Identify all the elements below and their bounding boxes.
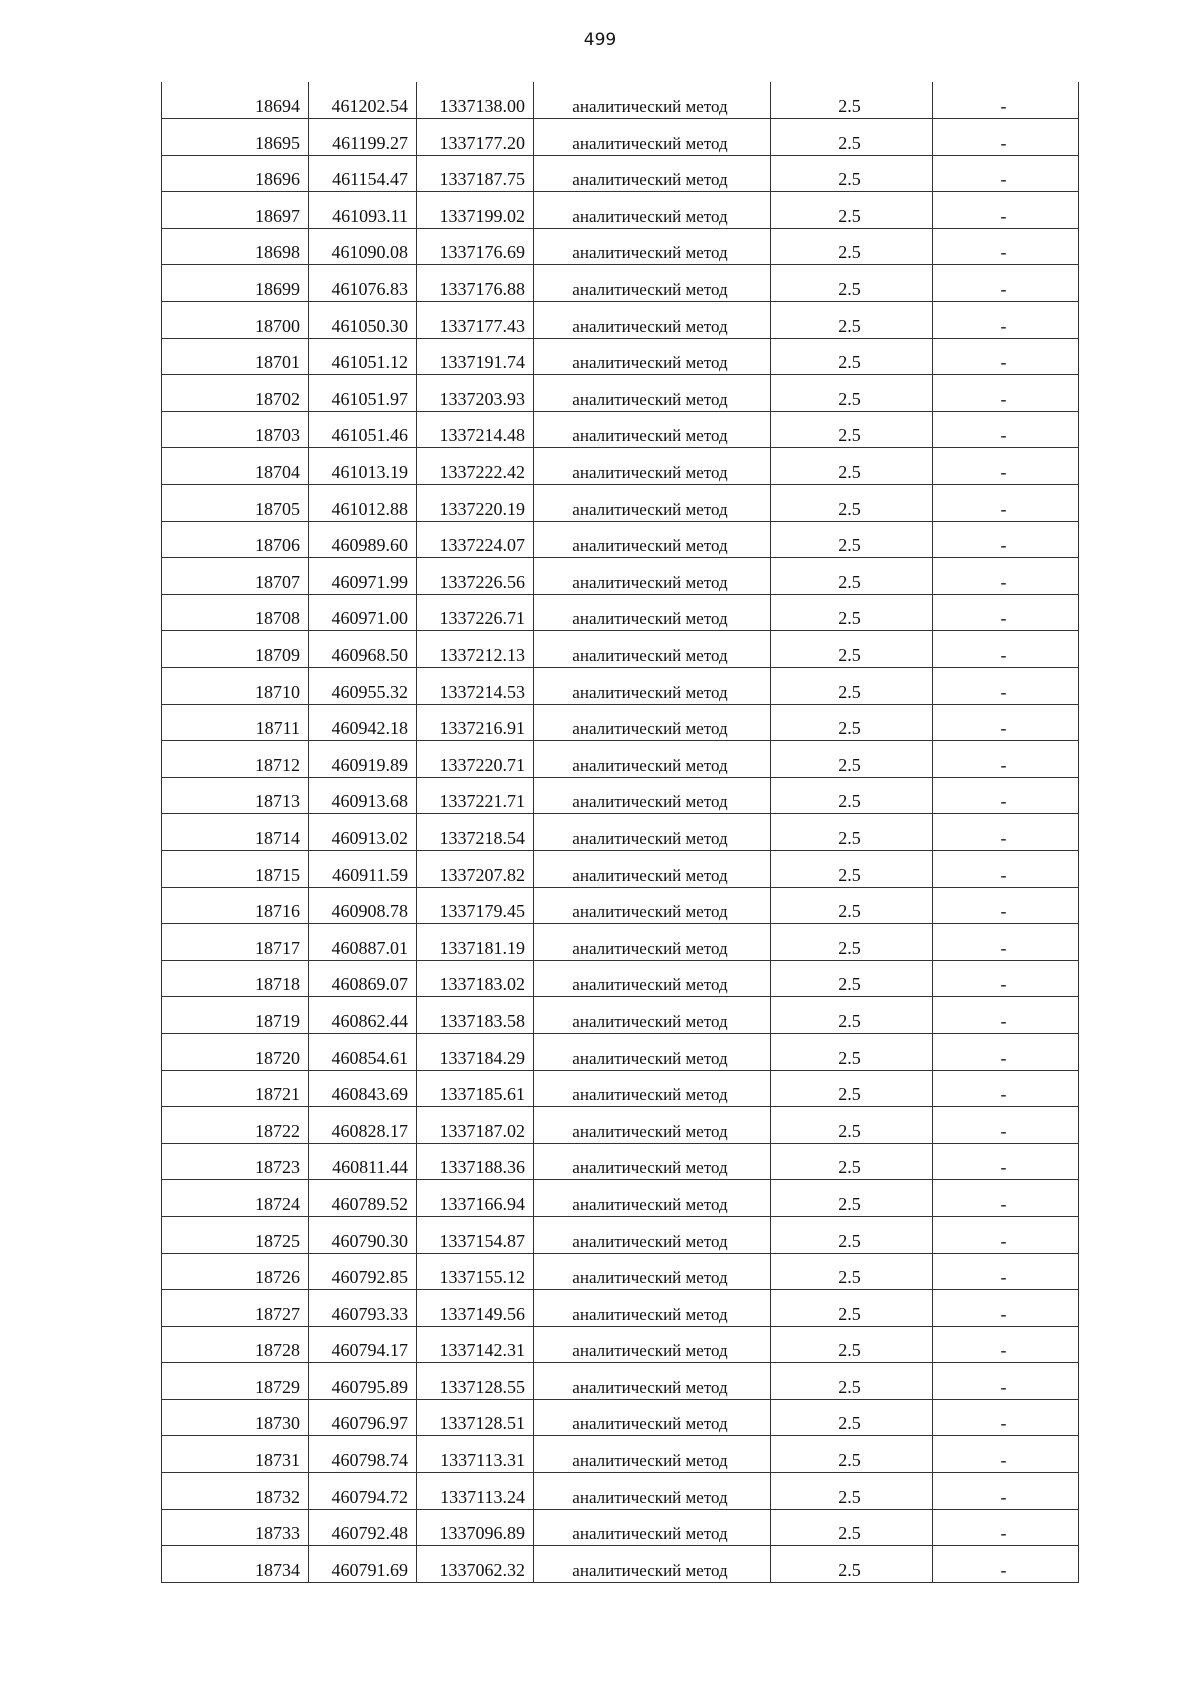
point-number-cell: 18724 (162, 1180, 309, 1217)
error-cell: 2.5 (771, 1363, 933, 1400)
table-row (162, 448, 1079, 485)
description-cell: - (933, 814, 1079, 851)
point-number-cell: 18701 (162, 338, 309, 375)
method-cell: аналитический метод (534, 411, 771, 448)
x-coordinate-cell: 460798.74 (309, 1436, 417, 1473)
method-cell: аналитический метод (534, 119, 771, 156)
point-number-cell: 18719 (162, 997, 309, 1034)
y-coordinate-cell: 1337142.31 (417, 1326, 534, 1363)
method-cell: аналитический метод (534, 1180, 771, 1217)
description-cell: - (933, 1143, 1079, 1180)
x-coordinate-cell: 460789.52 (309, 1180, 417, 1217)
point-number-cell: 18720 (162, 1033, 309, 1070)
error-cell: 2.5 (771, 1253, 933, 1290)
error-cell: 2.5 (771, 1216, 933, 1253)
table-row (162, 1107, 1079, 1144)
x-coordinate-cell: 460971.99 (309, 558, 417, 595)
x-coordinate-cell: 460793.33 (309, 1290, 417, 1327)
description-cell: - (933, 668, 1079, 705)
y-coordinate-cell: 1337220.19 (417, 485, 534, 522)
table-row (162, 594, 1079, 631)
x-coordinate-cell: 461093.11 (309, 192, 417, 229)
method-cell: аналитический метод (534, 82, 771, 119)
x-coordinate-cell: 460913.68 (309, 777, 417, 814)
point-number-cell: 18702 (162, 375, 309, 412)
description-cell: - (933, 1509, 1079, 1546)
y-coordinate-cell: 1337113.24 (417, 1473, 534, 1510)
method-cell: аналитический метод (534, 1509, 771, 1546)
method-cell: аналитический метод (534, 1546, 771, 1583)
point-number-cell: 18730 (162, 1399, 309, 1436)
method-cell: аналитический метод (534, 960, 771, 997)
description-cell: - (933, 558, 1079, 595)
table-row (162, 887, 1079, 924)
x-coordinate-cell: 460828.17 (309, 1107, 417, 1144)
table-row (162, 375, 1079, 412)
error-cell: 2.5 (771, 814, 933, 851)
method-cell: аналитический метод (534, 1363, 771, 1400)
description-cell: - (933, 155, 1079, 192)
method-cell: аналитический метод (534, 302, 771, 339)
table-row (162, 1436, 1079, 1473)
table-row (162, 192, 1079, 229)
description-cell: - (933, 448, 1079, 485)
error-cell: 2.5 (771, 82, 933, 119)
method-cell: аналитический метод (534, 265, 771, 302)
table-row (162, 1509, 1079, 1546)
table-row (162, 228, 1079, 265)
y-coordinate-cell: 1337166.94 (417, 1180, 534, 1217)
x-coordinate-cell: 460811.44 (309, 1143, 417, 1180)
table-row (162, 485, 1079, 522)
y-coordinate-cell: 1337176.88 (417, 265, 534, 302)
y-coordinate-cell: 1337226.56 (417, 558, 534, 595)
x-coordinate-cell: 461013.19 (309, 448, 417, 485)
table-row (162, 119, 1079, 156)
method-cell: аналитический метод (534, 1216, 771, 1253)
error-cell: 2.5 (771, 448, 933, 485)
point-number-cell: 18715 (162, 850, 309, 887)
error-cell: 2.5 (771, 997, 933, 1034)
method-cell: аналитический метод (534, 594, 771, 631)
method-cell: аналитический метод (534, 668, 771, 705)
point-number-cell: 18728 (162, 1326, 309, 1363)
x-coordinate-cell: 461051.97 (309, 375, 417, 412)
table-row (162, 1253, 1079, 1290)
method-cell: аналитический метод (534, 814, 771, 851)
y-coordinate-cell: 1337207.82 (417, 850, 534, 887)
table-row (162, 1363, 1079, 1400)
method-cell: аналитический метод (534, 485, 771, 522)
description-cell: - (933, 192, 1079, 229)
error-cell: 2.5 (771, 1290, 933, 1327)
y-coordinate-cell: 1337203.93 (417, 375, 534, 412)
method-cell: аналитический метод (534, 1143, 771, 1180)
table-row (162, 1473, 1079, 1510)
y-coordinate-cell: 1337096.89 (417, 1509, 534, 1546)
error-cell: 2.5 (771, 302, 933, 339)
description-cell: - (933, 1033, 1079, 1070)
x-coordinate-cell: 460887.01 (309, 924, 417, 961)
x-coordinate-cell: 461202.54 (309, 82, 417, 119)
method-cell: аналитический метод (534, 558, 771, 595)
method-cell: аналитический метод (534, 997, 771, 1034)
y-coordinate-cell: 1337224.07 (417, 521, 534, 558)
description-cell: - (933, 1473, 1079, 1510)
coordinates-table-body (162, 82, 1079, 1582)
point-number-cell: 18698 (162, 228, 309, 265)
error-cell: 2.5 (771, 411, 933, 448)
x-coordinate-cell: 460911.59 (309, 850, 417, 887)
description-cell: - (933, 119, 1079, 156)
description-cell: - (933, 1290, 1079, 1327)
table-row (162, 1399, 1079, 1436)
table-row (162, 1290, 1079, 1327)
table-row (162, 668, 1079, 705)
description-cell: - (933, 1326, 1079, 1363)
page-number: 499 (583, 30, 617, 50)
description-cell: - (933, 521, 1079, 558)
point-number-cell: 18718 (162, 960, 309, 997)
description-cell: - (933, 594, 1079, 631)
method-cell: аналитический метод (534, 741, 771, 778)
table-row (162, 960, 1079, 997)
description-cell: - (933, 1436, 1079, 1473)
error-cell: 2.5 (771, 1180, 933, 1217)
x-coordinate-cell: 461051.12 (309, 338, 417, 375)
point-number-cell: 18731 (162, 1436, 309, 1473)
table-row (162, 302, 1079, 339)
error-cell: 2.5 (771, 1436, 933, 1473)
point-number-cell: 18732 (162, 1473, 309, 1510)
method-cell: аналитический метод (534, 521, 771, 558)
y-coordinate-cell: 1337188.36 (417, 1143, 534, 1180)
error-cell: 2.5 (771, 1070, 933, 1107)
x-coordinate-cell: 461090.08 (309, 228, 417, 265)
description-cell: - (933, 997, 1079, 1034)
point-number-cell: 18723 (162, 1143, 309, 1180)
method-cell: аналитический метод (534, 448, 771, 485)
error-cell: 2.5 (771, 1546, 933, 1583)
description-cell: - (933, 960, 1079, 997)
method-cell: аналитический метод (534, 1436, 771, 1473)
method-cell: аналитический метод (534, 375, 771, 412)
table-row (162, 924, 1079, 961)
x-coordinate-cell: 460794.17 (309, 1326, 417, 1363)
error-cell: 2.5 (771, 741, 933, 778)
x-coordinate-cell: 461076.83 (309, 265, 417, 302)
y-coordinate-cell: 1337183.02 (417, 960, 534, 997)
point-number-cell: 18709 (162, 631, 309, 668)
method-cell: аналитический метод (534, 887, 771, 924)
x-coordinate-cell: 460968.50 (309, 631, 417, 668)
method-cell: аналитический метод (534, 1326, 771, 1363)
description-cell: - (933, 631, 1079, 668)
error-cell: 2.5 (771, 850, 933, 887)
point-number-cell: 18711 (162, 704, 309, 741)
point-number-cell: 18716 (162, 887, 309, 924)
y-coordinate-cell: 1337062.32 (417, 1546, 534, 1583)
method-cell: аналитический метод (534, 155, 771, 192)
error-cell: 2.5 (771, 192, 933, 229)
x-coordinate-cell: 460792.48 (309, 1509, 417, 1546)
description-cell: - (933, 924, 1079, 961)
table-row (162, 631, 1079, 668)
error-cell: 2.5 (771, 594, 933, 631)
description-cell: - (933, 1363, 1079, 1400)
point-number-cell: 18712 (162, 741, 309, 778)
y-coordinate-cell: 1337177.43 (417, 302, 534, 339)
description-cell: - (933, 302, 1079, 339)
point-number-cell: 18708 (162, 594, 309, 631)
error-cell: 2.5 (771, 155, 933, 192)
table-row (162, 1326, 1079, 1363)
description-cell: - (933, 850, 1079, 887)
x-coordinate-cell: 460791.69 (309, 1546, 417, 1583)
y-coordinate-cell: 1337113.31 (417, 1436, 534, 1473)
method-cell: аналитический метод (534, 1290, 771, 1327)
point-number-cell: 18695 (162, 119, 309, 156)
x-coordinate-cell: 460792.85 (309, 1253, 417, 1290)
y-coordinate-cell: 1337216.91 (417, 704, 534, 741)
x-coordinate-cell: 461199.27 (309, 119, 417, 156)
error-cell: 2.5 (771, 1326, 933, 1363)
description-cell: - (933, 1180, 1079, 1217)
table-row (162, 777, 1079, 814)
point-number-cell: 18722 (162, 1107, 309, 1144)
y-coordinate-cell: 1337185.61 (417, 1070, 534, 1107)
method-cell: аналитический метод (534, 777, 771, 814)
method-cell: аналитический метод (534, 1107, 771, 1144)
y-coordinate-cell: 1337220.71 (417, 741, 534, 778)
x-coordinate-cell: 460989.60 (309, 521, 417, 558)
description-cell: - (933, 1253, 1079, 1290)
point-number-cell: 18703 (162, 411, 309, 448)
error-cell: 2.5 (771, 1509, 933, 1546)
method-cell: аналитический метод (534, 1473, 771, 1510)
description-cell: - (933, 228, 1079, 265)
method-cell: аналитический метод (534, 192, 771, 229)
description-cell: - (933, 1399, 1079, 1436)
y-coordinate-cell: 1337214.53 (417, 668, 534, 705)
point-number-cell: 18704 (162, 448, 309, 485)
x-coordinate-cell: 460942.18 (309, 704, 417, 741)
description-cell: - (933, 777, 1079, 814)
point-number-cell: 18726 (162, 1253, 309, 1290)
table-row (162, 850, 1079, 887)
table-row (162, 997, 1079, 1034)
y-coordinate-cell: 1337187.02 (417, 1107, 534, 1144)
y-coordinate-cell: 1337214.48 (417, 411, 534, 448)
description-cell: - (933, 82, 1079, 119)
table-row (162, 338, 1079, 375)
x-coordinate-cell: 460862.44 (309, 997, 417, 1034)
x-coordinate-cell: 460913.02 (309, 814, 417, 851)
error-cell: 2.5 (771, 777, 933, 814)
point-number-cell: 18694 (162, 82, 309, 119)
description-cell: - (933, 1216, 1079, 1253)
x-coordinate-cell: 460795.89 (309, 1363, 417, 1400)
error-cell: 2.5 (771, 558, 933, 595)
point-number-cell: 18699 (162, 265, 309, 302)
description-cell: - (933, 265, 1079, 302)
x-coordinate-cell: 461012.88 (309, 485, 417, 522)
description-cell: - (933, 741, 1079, 778)
y-coordinate-cell: 1337128.55 (417, 1363, 534, 1400)
y-coordinate-cell: 1337191.74 (417, 338, 534, 375)
y-coordinate-cell: 1337226.71 (417, 594, 534, 631)
error-cell: 2.5 (771, 338, 933, 375)
x-coordinate-cell: 460843.69 (309, 1070, 417, 1107)
table-row (162, 1033, 1079, 1070)
y-coordinate-cell: 1337199.02 (417, 192, 534, 229)
x-coordinate-cell: 460971.00 (309, 594, 417, 631)
description-cell: - (933, 411, 1079, 448)
point-number-cell: 18713 (162, 777, 309, 814)
method-cell: аналитический метод (534, 1070, 771, 1107)
method-cell: аналитический метод (534, 338, 771, 375)
y-coordinate-cell: 1337187.75 (417, 155, 534, 192)
method-cell: аналитический метод (534, 228, 771, 265)
point-number-cell: 18729 (162, 1363, 309, 1400)
method-cell: аналитический метод (534, 1399, 771, 1436)
table-row (162, 82, 1079, 119)
error-cell: 2.5 (771, 924, 933, 961)
x-coordinate-cell: 461051.46 (309, 411, 417, 448)
error-cell: 2.5 (771, 1033, 933, 1070)
table-row (162, 521, 1079, 558)
point-number-cell: 18717 (162, 924, 309, 961)
error-cell: 2.5 (771, 704, 933, 741)
x-coordinate-cell: 460919.89 (309, 741, 417, 778)
error-cell: 2.5 (771, 1107, 933, 1144)
error-cell: 2.5 (771, 887, 933, 924)
x-coordinate-cell: 461050.30 (309, 302, 417, 339)
description-cell: - (933, 485, 1079, 522)
point-number-cell: 18725 (162, 1216, 309, 1253)
description-cell: - (933, 338, 1079, 375)
table-row (162, 411, 1079, 448)
point-number-cell: 18707 (162, 558, 309, 595)
y-coordinate-cell: 1337149.56 (417, 1290, 534, 1327)
table-row (162, 265, 1079, 302)
error-cell: 2.5 (771, 631, 933, 668)
error-cell: 2.5 (771, 1143, 933, 1180)
y-coordinate-cell: 1337184.29 (417, 1033, 534, 1070)
x-coordinate-cell: 460796.97 (309, 1399, 417, 1436)
description-cell: - (933, 704, 1079, 741)
point-number-cell: 18721 (162, 1070, 309, 1107)
error-cell: 2.5 (771, 485, 933, 522)
error-cell: 2.5 (771, 119, 933, 156)
point-number-cell: 18706 (162, 521, 309, 558)
error-cell: 2.5 (771, 960, 933, 997)
table-row (162, 704, 1079, 741)
x-coordinate-cell: 460790.30 (309, 1216, 417, 1253)
x-coordinate-cell: 460869.07 (309, 960, 417, 997)
point-number-cell: 18714 (162, 814, 309, 851)
description-cell: - (933, 887, 1079, 924)
y-coordinate-cell: 1337154.87 (417, 1216, 534, 1253)
x-coordinate-cell: 460955.32 (309, 668, 417, 705)
x-coordinate-cell: 460794.72 (309, 1473, 417, 1510)
description-cell: - (933, 375, 1079, 412)
y-coordinate-cell: 1337128.51 (417, 1399, 534, 1436)
y-coordinate-cell: 1337183.58 (417, 997, 534, 1034)
y-coordinate-cell: 1337221.71 (417, 777, 534, 814)
point-number-cell: 18710 (162, 668, 309, 705)
table-row (162, 558, 1079, 595)
point-number-cell: 18705 (162, 485, 309, 522)
table-row (162, 1143, 1079, 1180)
method-cell: аналитический метод (534, 1253, 771, 1290)
error-cell: 2.5 (771, 1473, 933, 1510)
table-row (162, 1546, 1079, 1583)
y-coordinate-cell: 1337218.54 (417, 814, 534, 851)
table-row (162, 1216, 1079, 1253)
x-coordinate-cell: 461154.47 (309, 155, 417, 192)
coordinates-table (161, 82, 1079, 1583)
point-number-cell: 18697 (162, 192, 309, 229)
table-row (162, 155, 1079, 192)
y-coordinate-cell: 1337222.42 (417, 448, 534, 485)
error-cell: 2.5 (771, 521, 933, 558)
error-cell: 2.5 (771, 228, 933, 265)
error-cell: 2.5 (771, 375, 933, 412)
x-coordinate-cell: 460854.61 (309, 1033, 417, 1070)
table-row (162, 1180, 1079, 1217)
point-number-cell: 18696 (162, 155, 309, 192)
table-row (162, 1070, 1079, 1107)
table-row (162, 814, 1079, 851)
description-cell: - (933, 1070, 1079, 1107)
y-coordinate-cell: 1337138.00 (417, 82, 534, 119)
description-cell: - (933, 1546, 1079, 1583)
method-cell: аналитический метод (534, 924, 771, 961)
y-coordinate-cell: 1337155.12 (417, 1253, 534, 1290)
method-cell: аналитический метод (534, 704, 771, 741)
description-cell: - (933, 1107, 1079, 1144)
method-cell: аналитический метод (534, 1033, 771, 1070)
x-coordinate-cell: 460908.78 (309, 887, 417, 924)
error-cell: 2.5 (771, 1399, 933, 1436)
y-coordinate-cell: 1337177.20 (417, 119, 534, 156)
point-number-cell: 18700 (162, 302, 309, 339)
y-coordinate-cell: 1337176.69 (417, 228, 534, 265)
point-number-cell: 18727 (162, 1290, 309, 1327)
y-coordinate-cell: 1337181.19 (417, 924, 534, 961)
y-coordinate-cell: 1337212.13 (417, 631, 534, 668)
method-cell: аналитический метод (534, 631, 771, 668)
method-cell: аналитический метод (534, 850, 771, 887)
table-row (162, 741, 1079, 778)
error-cell: 2.5 (771, 668, 933, 705)
y-coordinate-cell: 1337179.45 (417, 887, 534, 924)
point-number-cell: 18733 (162, 1509, 309, 1546)
error-cell: 2.5 (771, 265, 933, 302)
point-number-cell: 18734 (162, 1546, 309, 1583)
